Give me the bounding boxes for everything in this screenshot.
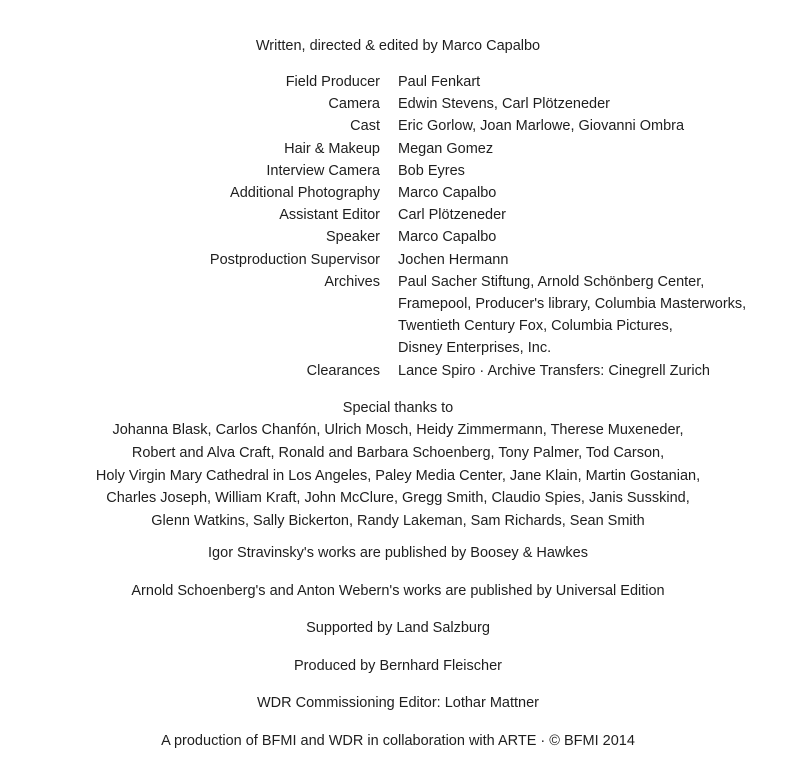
credit-role: Camera [328, 96, 380, 113]
credit-names [398, 226, 496, 248]
written-by-line: Written, directed & edited by Marco Capalbo [255, 38, 541, 54]
credit-names [398, 138, 493, 160]
credit-row [0, 204, 796, 226]
note-line: Igor Stravinsky's works are published by Boosey & Hawkes [208, 545, 588, 561]
thanks-line: Glenn Watkins, Sally Bickerton, Randy Lakeman, Sam Richards, Sean Smith [151, 513, 645, 530]
credit-name-line: Lance Spiro · Archive Transfers: Cinegrell Zurich [398, 362, 710, 379]
credit-names [398, 115, 684, 137]
credit-names [398, 204, 506, 226]
credit-name-line: Framepool, Producer's library, Columbia Masterworks, [398, 296, 747, 313]
credit-name-line: Twentieth Century Fox, Columbia Pictures, [398, 318, 673, 335]
note-line: Arnold Schoenberg's and Anton Webern's works are published by Universal Edition [131, 582, 665, 599]
credit-row [0, 71, 796, 93]
thanks-line: Robert and Alva Craft, Ronald and Barbara Schoenberg, Tony Palmer, Tod Carson, [131, 444, 665, 461]
credit-row [0, 226, 796, 248]
credit-name-line: Paul Fenkart [398, 74, 481, 90]
notes-list [0, 542, 796, 768]
note-line: Produced by Bernhard Fleischer [294, 657, 502, 674]
special-thanks-heading: Special thanks to [342, 400, 454, 416]
credit-row [0, 271, 796, 360]
credit-names [398, 271, 746, 360]
note-line: A production of BFMI and WDR in collaboration with ARTE · © BFMI 2014 [161, 732, 635, 749]
credit-name-line: Marco Capalbo [398, 229, 497, 246]
credit-role: Additional Photography [230, 185, 380, 202]
credit-role: Field Producer [285, 74, 380, 90]
credits-list [0, 71, 796, 382]
note-line: WDR Commissioning Editor: Lothar Mattner [256, 695, 540, 712]
credit-row [0, 93, 796, 115]
credit-name-line: Eric Gorlow, Joan Marlowe, Giovanni Ombra [398, 118, 685, 135]
thanks-line: Charles Joseph, William Kraft, John McClure, Gregg Smith, Claudio Spies, Janis Susskind, [106, 490, 690, 507]
credit-role: Assistant Editor [279, 207, 380, 224]
credit-names [398, 160, 465, 182]
credit-row [0, 115, 796, 137]
credit-row [0, 138, 796, 160]
credit-name-line: Paul Sacher Stiftung, Arnold Schönberg Center, [398, 273, 705, 290]
credit-names [398, 93, 610, 115]
credit-role: Clearances [306, 362, 380, 379]
credit-names [398, 71, 480, 93]
credit-row [0, 160, 796, 182]
thanks-line: Johanna Blask, Carlos Chanfón, Ulrich Mosch, Heidy Zimmermann, Therese Muxeneder, [112, 422, 684, 438]
credit-role: Archives [324, 273, 380, 290]
credit-name-line: Carl Plötzeneder [398, 207, 506, 224]
credit-name-line: Marco Capalbo [398, 185, 497, 202]
credit-name-line: Jochen Hermann [398, 251, 509, 268]
credit-role: Postproduction Supervisor [209, 251, 380, 268]
credit-name-line: Megan Gomez [398, 140, 494, 157]
credit-role: Hair & Makeup [284, 140, 380, 157]
special-thanks-list [0, 419, 796, 533]
note-line: Supported by Land Salzburg [306, 620, 490, 637]
credit-name-line: Disney Enterprises, Inc. [398, 340, 552, 357]
credit-role: Interview Camera [266, 162, 380, 179]
credit-name-line: Bob Eyres [398, 162, 465, 179]
thanks-line: Holy Virgin Mary Cathedral in Los Angeles, Paley Media Center, Jane Klain, Martin Gostanian, [95, 467, 701, 484]
credit-row [0, 182, 796, 204]
credit-names [398, 182, 496, 204]
credit-name-line: Edwin Stevens, Carl Plötzeneder [398, 96, 610, 113]
credit-row [0, 360, 796, 382]
credit-names [398, 360, 710, 382]
credit-role: Speaker [325, 229, 380, 246]
credit-role: Cast [350, 118, 380, 135]
credit-names [398, 249, 508, 271]
credit-row [0, 249, 796, 271]
